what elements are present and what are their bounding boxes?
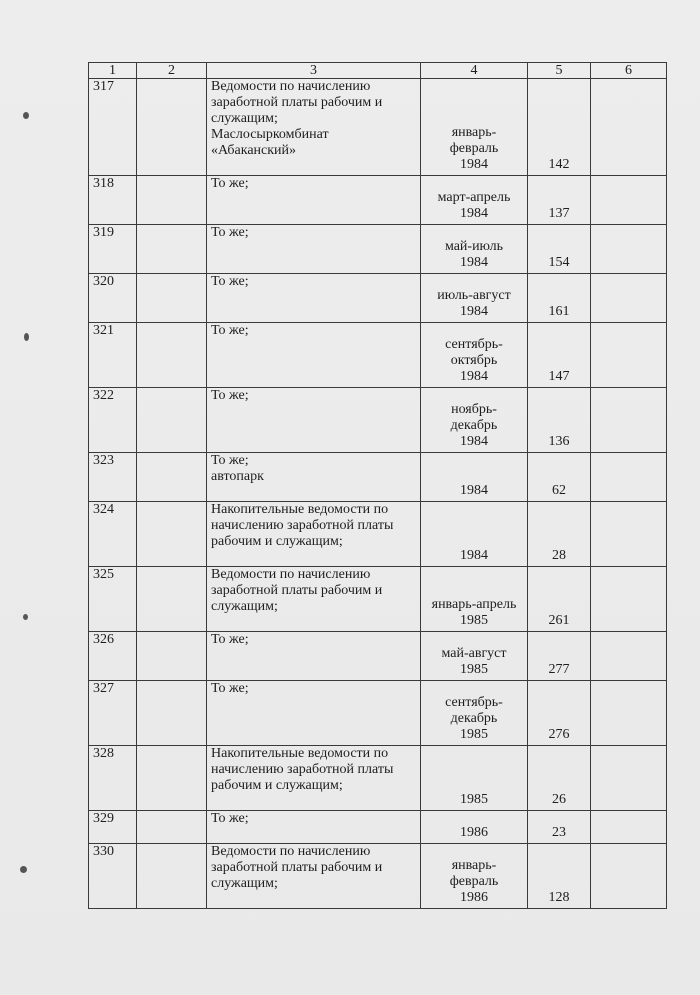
index-cell bbox=[137, 502, 207, 567]
sheet-count bbox=[528, 502, 591, 567]
sheet-count-value: 62 bbox=[552, 483, 566, 498]
table-row bbox=[89, 844, 667, 909]
title-line: То же; bbox=[211, 388, 249, 403]
title-line: заработной платы рабочим и bbox=[211, 583, 383, 598]
table-row bbox=[89, 453, 667, 502]
sheet-count bbox=[528, 632, 591, 681]
table-row bbox=[89, 225, 667, 274]
index-cell bbox=[137, 79, 207, 176]
title-line: Ведомости по начислению bbox=[211, 567, 371, 582]
title-line: заработной платы рабочим и bbox=[211, 95, 383, 110]
date-line: 1984 bbox=[460, 548, 488, 563]
item-dates bbox=[421, 323, 528, 388]
date-line: февраль bbox=[449, 874, 499, 889]
sheet-count bbox=[528, 681, 591, 746]
sheet-count bbox=[528, 388, 591, 453]
date-line: сентябрь- bbox=[445, 337, 503, 352]
sheet-count-value: 154 bbox=[548, 255, 570, 270]
index-cell bbox=[137, 632, 207, 681]
item-number: 324 bbox=[89, 502, 137, 567]
sheet-count-value: 276 bbox=[548, 727, 570, 742]
sheet-count bbox=[528, 844, 591, 909]
sheet-count bbox=[528, 274, 591, 323]
column-number-4: 4 bbox=[421, 63, 528, 79]
index-cell bbox=[137, 176, 207, 225]
title-line: начислению заработной платы bbox=[211, 762, 394, 777]
index-cell bbox=[137, 453, 207, 502]
sheet-count bbox=[528, 453, 591, 502]
notes-cell bbox=[591, 681, 667, 746]
date-line: 1984 bbox=[460, 483, 488, 498]
item-number: 325 bbox=[89, 567, 137, 632]
notes-cell bbox=[591, 323, 667, 388]
column-number-5: 5 bbox=[528, 63, 591, 79]
column-number-3: 3 bbox=[207, 63, 421, 79]
sheet-count-value: 23 bbox=[552, 825, 566, 840]
notes-cell bbox=[591, 79, 667, 176]
date-line: февраль bbox=[449, 141, 499, 156]
date-line: 1984 bbox=[460, 206, 488, 221]
sheet-count-value: 161 bbox=[548, 304, 570, 319]
table-row bbox=[89, 388, 667, 453]
column-number-row bbox=[89, 63, 667, 79]
date-line: май-август bbox=[441, 646, 507, 661]
date-line: октябрь bbox=[450, 353, 498, 368]
sheet-count bbox=[528, 79, 591, 176]
sheet-count-value: 137 bbox=[548, 206, 570, 221]
item-title bbox=[207, 388, 421, 453]
scan-speck bbox=[23, 614, 28, 620]
sheet-count-value: 147 bbox=[548, 369, 570, 384]
item-number: 327 bbox=[89, 681, 137, 746]
notes-cell bbox=[591, 453, 667, 502]
date-line: январь- bbox=[451, 858, 497, 873]
date-line: март-апрель bbox=[437, 190, 511, 205]
item-dates bbox=[421, 567, 528, 632]
title-line: Накопительные ведомости по bbox=[211, 502, 389, 517]
item-number: 317 bbox=[89, 79, 137, 176]
item-title bbox=[207, 274, 421, 323]
item-title bbox=[207, 79, 421, 176]
date-line: 1984 bbox=[460, 304, 488, 319]
table-row bbox=[89, 746, 667, 811]
title-line: автопарк bbox=[211, 469, 264, 484]
item-dates bbox=[421, 502, 528, 567]
date-line: 1984 bbox=[460, 255, 488, 270]
item-number: 329 bbox=[89, 811, 137, 844]
scan-speck bbox=[23, 112, 29, 119]
table-row bbox=[89, 323, 667, 388]
item-title bbox=[207, 225, 421, 274]
column-number-2: 2 bbox=[137, 63, 207, 79]
title-line: рабочим и служащим; bbox=[211, 778, 343, 793]
table-row bbox=[89, 79, 667, 176]
date-line: 1985 bbox=[460, 727, 488, 742]
table-row bbox=[89, 681, 667, 746]
item-dates bbox=[421, 681, 528, 746]
date-line: 1984 bbox=[460, 369, 488, 384]
date-line: май-июль bbox=[444, 239, 504, 254]
item-dates bbox=[421, 844, 528, 909]
item-title bbox=[207, 844, 421, 909]
date-line: 1986 bbox=[460, 825, 488, 840]
index-cell bbox=[137, 681, 207, 746]
item-number: 321 bbox=[89, 323, 137, 388]
title-line: Ведомости по начислению bbox=[211, 844, 371, 859]
table-row bbox=[89, 632, 667, 681]
date-line: 1986 bbox=[460, 890, 488, 905]
notes-cell bbox=[591, 811, 667, 844]
title-line: То же; bbox=[211, 681, 249, 696]
table-row bbox=[89, 567, 667, 632]
date-line: январь-апрель bbox=[431, 597, 517, 612]
sheet-count bbox=[528, 811, 591, 844]
title-line: служащим; bbox=[211, 111, 278, 126]
date-line: декабрь bbox=[450, 418, 498, 433]
index-cell bbox=[137, 811, 207, 844]
item-number: 322 bbox=[89, 388, 137, 453]
sheet-count-value: 261 bbox=[548, 613, 570, 628]
item-dates bbox=[421, 176, 528, 225]
item-number: 328 bbox=[89, 746, 137, 811]
sheet-count bbox=[528, 567, 591, 632]
column-number-6: 6 bbox=[591, 63, 667, 79]
column-number-1: 1 bbox=[89, 63, 137, 79]
notes-cell bbox=[591, 502, 667, 567]
date-line: сентябрь- bbox=[445, 695, 503, 710]
date-line: 1985 bbox=[460, 792, 488, 807]
title-line: служащим; bbox=[211, 599, 278, 614]
item-title bbox=[207, 323, 421, 388]
date-line: ноябрь- bbox=[451, 402, 497, 417]
title-line: «Абаканский» bbox=[211, 143, 297, 158]
sheet-count bbox=[528, 225, 591, 274]
item-title bbox=[207, 811, 421, 844]
title-line: начислению заработной платы bbox=[211, 518, 394, 533]
table-row bbox=[89, 502, 667, 567]
item-title bbox=[207, 176, 421, 225]
title-line: То же; bbox=[211, 632, 249, 647]
title-line: То же; bbox=[211, 323, 249, 338]
title-line: заработной платы рабочим и bbox=[211, 860, 383, 875]
title-line: То же; bbox=[211, 274, 249, 289]
sheet-count-value: 136 bbox=[548, 434, 570, 449]
title-line: Накопительные ведомости по bbox=[211, 746, 389, 761]
title-line: То же; bbox=[211, 453, 249, 468]
index-cell bbox=[137, 323, 207, 388]
title-line: То же; bbox=[211, 811, 249, 826]
title-line: Маслосыркомбинат bbox=[211, 127, 329, 142]
index-cell bbox=[137, 388, 207, 453]
sheet-count bbox=[528, 323, 591, 388]
date-line: декабрь bbox=[450, 711, 498, 726]
date-line: 1984 bbox=[460, 157, 488, 172]
item-title bbox=[207, 453, 421, 502]
notes-cell bbox=[591, 274, 667, 323]
date-line: январь- bbox=[451, 125, 497, 140]
table-row bbox=[89, 176, 667, 225]
table-row bbox=[89, 274, 667, 323]
sheet-count-value: 277 bbox=[548, 662, 570, 677]
notes-cell bbox=[591, 388, 667, 453]
index-cell bbox=[137, 274, 207, 323]
notes-cell bbox=[591, 225, 667, 274]
sheet-count-value: 28 bbox=[552, 548, 566, 563]
index-cell bbox=[137, 225, 207, 274]
title-line: служащим; bbox=[211, 876, 278, 891]
date-line: 1984 bbox=[460, 434, 488, 449]
item-dates bbox=[421, 274, 528, 323]
item-title bbox=[207, 567, 421, 632]
notes-cell bbox=[591, 632, 667, 681]
item-dates bbox=[421, 453, 528, 502]
index-cell bbox=[137, 844, 207, 909]
item-title bbox=[207, 502, 421, 567]
title-line: Ведомости по начислению bbox=[211, 79, 371, 94]
date-line: июль-август bbox=[437, 288, 511, 303]
notes-cell bbox=[591, 746, 667, 811]
sheet-count-value: 128 bbox=[548, 890, 570, 905]
title-line: То же; bbox=[211, 176, 249, 191]
sheet-count bbox=[528, 176, 591, 225]
item-number: 326 bbox=[89, 632, 137, 681]
item-title bbox=[207, 632, 421, 681]
sheet-count bbox=[528, 746, 591, 811]
item-dates bbox=[421, 632, 528, 681]
inventory-table bbox=[88, 62, 667, 909]
table-row bbox=[89, 811, 667, 844]
notes-cell bbox=[591, 176, 667, 225]
item-number: 319 bbox=[89, 225, 137, 274]
item-dates bbox=[421, 225, 528, 274]
item-dates bbox=[421, 79, 528, 176]
item-dates bbox=[421, 746, 528, 811]
sheet-count-value: 26 bbox=[552, 792, 566, 807]
item-dates bbox=[421, 388, 528, 453]
index-cell bbox=[137, 746, 207, 811]
item-title bbox=[207, 681, 421, 746]
title-line: То же; bbox=[211, 225, 249, 240]
scan-speck bbox=[20, 866, 27, 873]
notes-cell bbox=[591, 844, 667, 909]
item-dates bbox=[421, 811, 528, 844]
index-cell bbox=[137, 567, 207, 632]
item-number: 330 bbox=[89, 844, 137, 909]
date-line: 1985 bbox=[460, 662, 488, 677]
date-line: 1985 bbox=[460, 613, 488, 628]
notes-cell bbox=[591, 567, 667, 632]
item-title bbox=[207, 746, 421, 811]
sheet-count-value: 142 bbox=[548, 157, 570, 172]
scan-speck bbox=[24, 333, 29, 341]
item-number: 320 bbox=[89, 274, 137, 323]
item-number: 318 bbox=[89, 176, 137, 225]
title-line: рабочим и служащим; bbox=[211, 534, 343, 549]
item-number: 323 bbox=[89, 453, 137, 502]
